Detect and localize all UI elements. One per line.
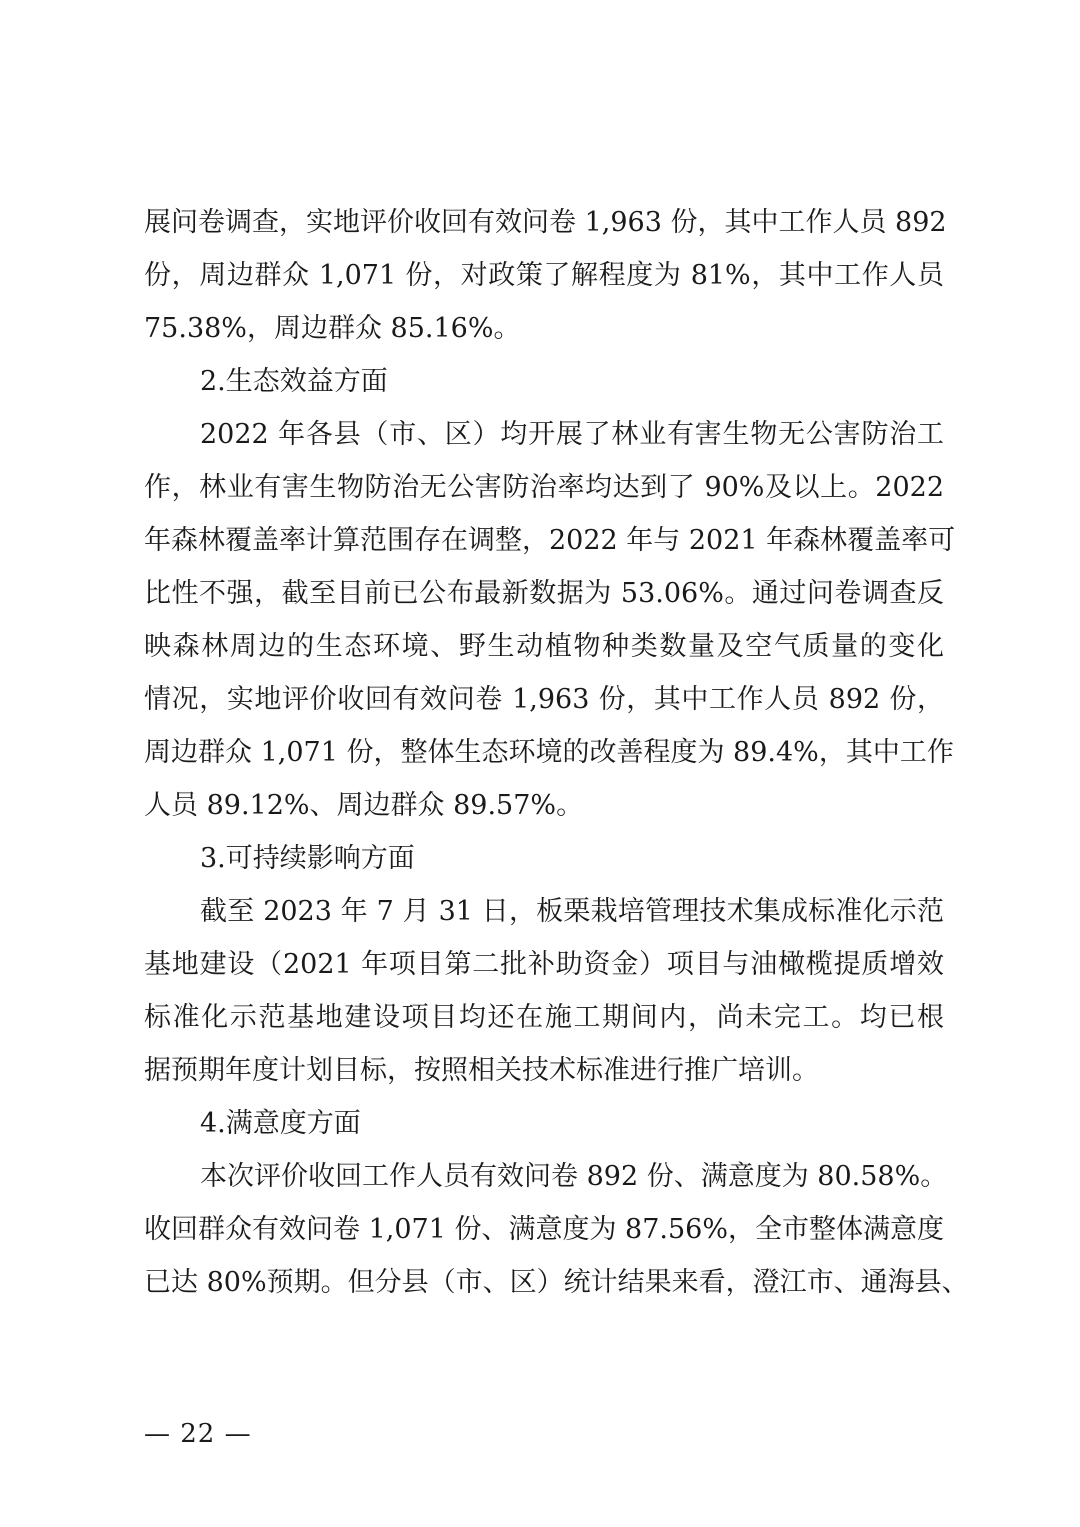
body-text-line: 截至 2023 年 7 月 31 日，板栗栽培管理技术集成标准化示范: [200, 896, 944, 927]
page-number: — 22 —: [144, 1419, 252, 1449]
body-text-line: 展问卷调查，实地评价收回有效问卷 1,963 份，其中工作人员 892: [144, 207, 947, 238]
section-heading-satisfaction: 4.满意度方面: [200, 1108, 361, 1139]
body-text-line: 情况，实地评价收回有效问卷 1,963 份，其中工作人员 892 份，: [144, 684, 944, 715]
body-text-line: 份，周边群众 1,071 份，对政策了解程度为 81%，其中工作人员: [144, 260, 944, 291]
section-heading-ecological-benefits: 2.生态效益方面: [200, 366, 388, 397]
body-text-line: 作，林业有害生物防治无公害防治率均达到了 90%及以上。2022: [144, 472, 944, 503]
body-text-line: 映森林周边的生态环境、野生动植物种类数量及空气质量的变化: [144, 631, 944, 662]
body-text-line: 人员 89.12%、周边群众 89.57%。: [144, 790, 584, 821]
body-text-line: 已达 80%预期。但分县（市、区）统计结果来看，澄江市、通海县、: [144, 1267, 969, 1298]
body-text-line: 75.38%，周边群众 85.16%。: [144, 313, 521, 344]
body-text-line: 据预期年度计划目标，按照相关技术标准进行推广培训。: [144, 1055, 819, 1086]
body-text-line: 比性不强，截至目前已公布最新数据为 53.06%。通过问卷调查反: [144, 578, 944, 609]
body-text-line: 年森林覆盖率计算范围存在调整，2022 年与 2021 年森林覆盖率可: [144, 525, 956, 556]
body-text-line: 收回群众有效问卷 1,071 份、满意度为 87.56%，全市整体满意度: [144, 1214, 944, 1245]
section-heading-sustainable-impact: 3.可持续影响方面: [200, 843, 415, 874]
body-text-line: 周边群众 1,071 份，整体生态环境的改善程度为 89.4%，其中工作: [144, 737, 954, 768]
body-text-line: 基地建设（2021 年项目第二批补助资金）项目与油橄榄提质增效: [144, 949, 944, 980]
body-text-line: 本次评价收回工作人员有效问卷 892 份、满意度为 80.58%。: [200, 1161, 948, 1192]
body-text-line: 标准化示范基地建设项目均还在施工期间内，尚未完工。均已根: [144, 1002, 944, 1033]
body-text-line: 2022 年各县（市、区）均开展了林业有害生物无公害防治工: [200, 419, 944, 450]
